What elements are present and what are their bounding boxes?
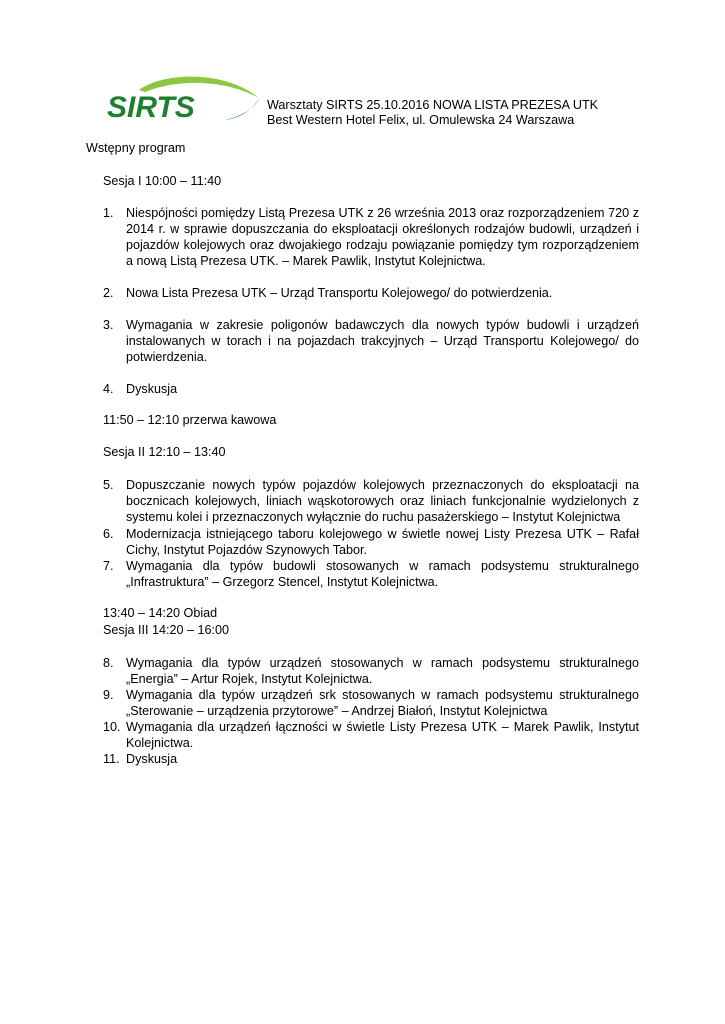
- item-number: 11.: [103, 752, 120, 766]
- list-item: [103, 205, 639, 269]
- item-text: Dopuszczanie nowych typów pojazdów kolejowych przeznaczonych do eksploatacji na bocznicach kolejowych, liniach wąskotorowych oraz liniach funkcjonalnie wydzielonych z systemu kolei i przeznaczonych wyłącznie do ruchu pasażerskiego – Instytut Kolejnictwa: [126, 478, 639, 524]
- item-number: 1.: [103, 206, 114, 220]
- session-2-title: Sesja II 12:10 – 13:40: [103, 445, 226, 459]
- coffee-break: 11:50 – 12:10 przerwa kawowa: [103, 413, 277, 427]
- item-text: Wymagania dla typów budowli stosowanych w ramach podsystemu strukturalnego „Infrastruktura” – Grzegorz Stencel, Instytut Kolejnictwa.: [126, 559, 639, 589]
- item-number: 7.: [103, 559, 114, 573]
- list-item: [103, 751, 639, 767]
- sirts-logo: [105, 72, 263, 124]
- program-label: Wstępny program: [86, 141, 186, 155]
- list-item: [103, 558, 639, 590]
- item-text: Wymagania dla urządzeń łączności w świetle Listy Prezesa UTK – Marek Pawlik, Instytut Kolejnictwa.: [126, 720, 639, 750]
- list-item: [103, 655, 639, 687]
- item-number: 4.: [103, 382, 114, 396]
- item-number: 6.: [103, 527, 114, 541]
- session-1-title: Sesja I 10:00 – 11:40: [103, 174, 222, 188]
- item-text: Modernizacja istniejącego taboru kolejowego w świetle nowej Listy Prezesa UTK – Rafał Cichy, Instytut Pojazdów Szynowych Tabor.: [126, 527, 639, 557]
- logo-text: SIRTS: [107, 91, 195, 124]
- list-item: [103, 526, 639, 558]
- list-item: [103, 381, 639, 397]
- logo-swoosh-lower: [225, 98, 259, 120]
- header-title: Warsztaty SIRTS 25.10.2016 NOWA LISTA PREZESA UTK: [267, 98, 599, 112]
- header-venue: Best Western Hotel Felix, ul. Omulewska 24 Warszawa: [267, 113, 575, 127]
- item-number: 10.: [103, 720, 121, 734]
- list-item: [103, 317, 639, 365]
- list-item: [103, 477, 639, 525]
- item-number: 9.: [103, 688, 114, 702]
- list-item: [103, 285, 639, 301]
- lunch-break: 13:40 – 14:20 Obiad: [103, 606, 218, 620]
- item-text: Nowa Lista Prezesa UTK – Urząd Transportu Kolejowego/ do potwierdzenia.: [126, 286, 553, 300]
- item-text: Dyskusja: [126, 752, 178, 766]
- item-text: Niespójności pomiędzy Listą Prezesa UTK z 26 września 2013 oraz rozporządzeniem 720 z 2014 r. w sprawie dopuszczania do eksploatacji określonych rodzajów budowli, urządzeń i pojazdów kolejowych oraz dwojakiego rodzaju powiązanie pomiędzy tym rozporządzeniem a nową Listą Prezesa UTK. – Marek Pawlik, Instytut Kolejnictwa.: [126, 206, 639, 268]
- item-number: 5.: [103, 478, 114, 492]
- session-3-title: Sesja III 14:20 – 16:00: [103, 623, 230, 637]
- item-text: Wymagania w zakresie poligonów badawczych dla nowych typów budowli i urządzeń instalowanych w torach i na pojazdach trakcyjnych – Urząd Transportu Kolejowego/ do potwierdzenia.: [126, 318, 639, 364]
- item-text: Wymagania dla typów urządzeń stosowanych w ramach podsystemu strukturalnego „Energia” – Artur Rojek, Instytut Kolejnictwa.: [126, 656, 639, 686]
- list-item: [103, 719, 639, 751]
- list-item: [103, 687, 639, 719]
- item-number: 8.: [103, 656, 114, 670]
- item-number: 3.: [103, 318, 114, 332]
- item-text: Dyskusja: [126, 382, 178, 396]
- item-number: 2.: [103, 286, 114, 300]
- item-text: Wymagania dla typów urządzeń srk stosowanych w ramach podsystemu strukturalnego „Sterowanie – urządzenia przytorowe” – Andrzej Białoń, Instytut Kolejnictwa: [126, 688, 639, 718]
